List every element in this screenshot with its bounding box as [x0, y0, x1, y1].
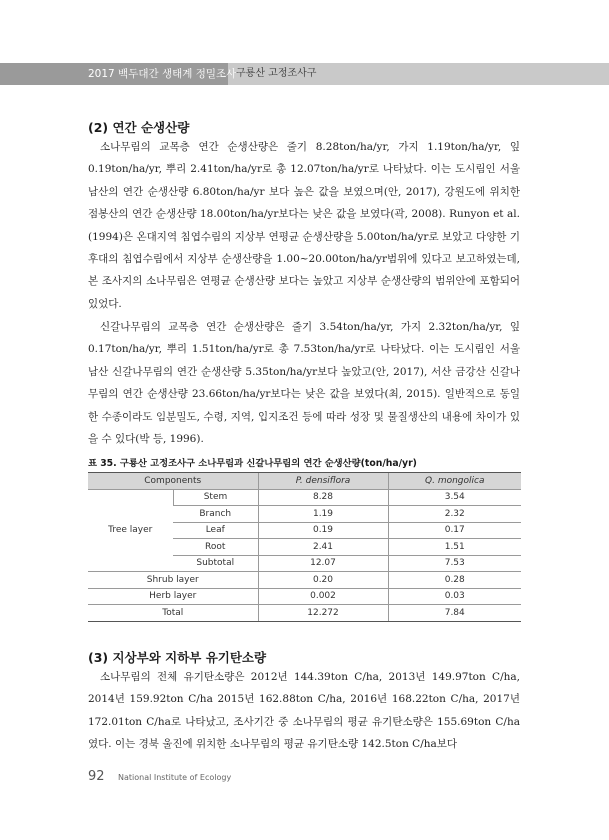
table-row	[88, 588, 521, 605]
header-components: Components	[88, 473, 258, 490]
row-label: Subtotal	[173, 555, 258, 572]
row-label: Branch	[173, 506, 258, 523]
p-value: 0.19	[258, 522, 388, 539]
q-value: 0.17	[388, 522, 521, 539]
section-heading-organic-carbon: (3) 지상부와 지하부 유기탄소량	[88, 650, 267, 665]
row-label: Leaf	[173, 522, 258, 539]
tree-layer-label: Tree layer	[88, 489, 173, 572]
q-value: 7.84	[388, 605, 521, 622]
footer-institute: National Institute of Ecology	[118, 773, 232, 782]
table-row	[88, 489, 521, 506]
table-row	[88, 572, 521, 589]
page-number: 92	[88, 769, 105, 784]
paragraph-pine-production: 소나무림의 교목층 연간 순생산량은 줄기 8.28ton/ha/yr, 가지 1.19ton/ha/yr, 잎 0.19ton/ha/yr, 뿌리 2.41ton/ha/yr로 총 12.07ton/ha/yr로 나타났다. 이는 도시림인 서울 남산의 연간 순생산량 6.80ton/ha/yr 보다 높은 값을 보였으며(안, 2017), 강원도에 위치한 점봉산의 연간 순생산량 18.00ton/ha/yr보다는 낮은 값을 보였다(곽, 2008). Runyon et al.(1994)은 온대지역 침엽수림의 지상부 연평균 순생산량을 5.00ton/ha/yr로 보았고 다양한 기후대의 침엽수림에서 지상부 순생산량을 1.00~20.00ton/ha/yr범위에 있다고 보고하였는데, 본 조사지의 소나무림은 연평균 순생산량 보다는 높았고 지상부 순생산량의 범위안에 포함되어 있었다.	[88, 141, 520, 310]
header-section-title: 2017 백두대간 생태계 정밀조사	[0, 63, 228, 85]
row-label: Stem	[173, 489, 258, 506]
p-value: 2.41	[258, 539, 388, 556]
row-label: Total	[88, 605, 258, 622]
header-p-densiflora: P. densiflora	[258, 473, 388, 490]
p-value: 8.28	[258, 489, 388, 506]
q-value: 3.54	[388, 489, 521, 506]
paragraph-organic-carbon: 소나무림의 전체 유기탄소량은 2012년 144.39ton C/ha, 2013년 149.97ton C/ha, 2014년 159.92ton C/ha 2015년 162.88ton C/ha, 2016년 168.22ton C/ha, 2017년 172.01ton C/ha로 나타났고, 조사기간 중 소나무림의 평균 유기탄소량은 155.69ton C/ha 였다. 이는 경북 울진에 위치한 소나무림의 평균 유기탄소량 142.5ton C/ha보다	[88, 671, 520, 751]
q-value: 1.51	[388, 539, 521, 556]
q-value: 7.53	[388, 555, 521, 572]
p-value: 1.19	[258, 506, 388, 523]
p-value: 12.272	[258, 605, 388, 622]
table-header-row	[88, 473, 521, 490]
q-value: 0.28	[388, 572, 521, 589]
paragraph-oak-production: 신갈나무림의 교목층 연간 순생산량은 줄기 3.54ton/ha/yr, 가지 2.32ton/ha/yr, 잎 0.17ton/ha/yr, 뿌리 1.51ton/ha/yr로 총 7.53ton/ha/yr로 나타났다. 이는 도시림인 서울 남산 신갈나무림의 연간 순생산량 5.35ton/ha/yr보다 높았고(안, 2017), 서산 금강산 신갈나무림의 연간 순생산량 23.66ton/ha/yr보다는 낮은 값을 보였다(최, 2015). 일반적으로 동일한 수종이라도 임분밀도, 수령, 지역, 입지조건 등에 따라 성장 및 물질생산의 내용에 차이가 있을 수 있다(박 등, 1996).	[88, 321, 520, 446]
table-row-total	[88, 605, 521, 622]
row-label: Root	[173, 539, 258, 556]
production-table	[88, 472, 521, 622]
row-label: Herb layer	[88, 588, 258, 605]
table-caption: 표 35. 구룡산 고정조사구 소나무림과 신갈나무림의 연간 순생산량(ton/ha/yr)	[88, 458, 417, 469]
p-value: 0.20	[258, 572, 388, 589]
header-subsection-title: 구룡산 고정조사구	[236, 68, 317, 79]
section-heading-annual-production: (2) 연간 순생산량	[88, 120, 190, 135]
q-value: 0.03	[388, 588, 521, 605]
header-q-mongolica: Q. mongolica	[388, 473, 521, 490]
q-value: 2.32	[388, 506, 521, 523]
row-label: Shrub layer	[88, 572, 258, 589]
p-value: 0.002	[258, 588, 388, 605]
p-value: 12.07	[258, 555, 388, 572]
